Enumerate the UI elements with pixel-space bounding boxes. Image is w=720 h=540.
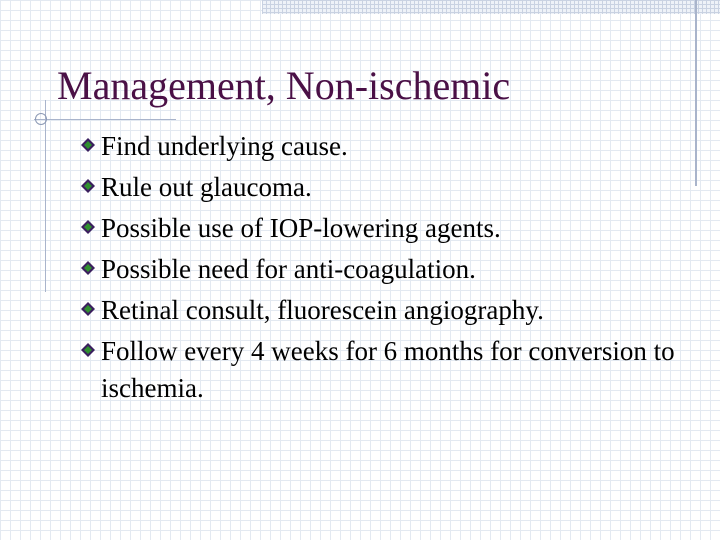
bullet-text: Rule out glaucoma. — [101, 172, 312, 202]
list-item — [78, 169, 678, 206]
list-item — [78, 210, 678, 247]
bullet-list — [78, 128, 678, 411]
list-item — [78, 333, 678, 407]
bullet-text: Possible need for anti-coagulation. — [101, 254, 476, 284]
decorative-top-band — [262, 0, 720, 14]
diamond-bullet-icon — [81, 220, 95, 234]
list-item — [78, 128, 678, 165]
bullet-text: Possible use of IOP-lowering agents. — [101, 213, 501, 243]
decorative-circle — [35, 113, 47, 125]
bullet-text: Follow every 4 weeks for 6 months for conversion to ischemia. — [101, 336, 675, 403]
diamond-bullet-icon — [81, 261, 95, 275]
decorative-horizontal-rule — [34, 119, 176, 120]
diamond-bullet-icon — [81, 179, 95, 193]
diamond-bullet-icon — [81, 343, 95, 357]
list-item — [78, 292, 678, 329]
list-item — [78, 251, 678, 288]
decorative-right-rule — [695, 0, 697, 186]
diamond-bullet-icon — [81, 302, 95, 316]
bullet-text: Find underlying cause. — [101, 131, 348, 161]
decorative-left-rule — [45, 100, 46, 292]
bullet-text: Retinal consult, fluorescein angiography. — [101, 295, 544, 325]
diamond-bullet-icon — [81, 138, 95, 152]
slide-title: Management, Non-ischemic — [57, 63, 511, 108]
